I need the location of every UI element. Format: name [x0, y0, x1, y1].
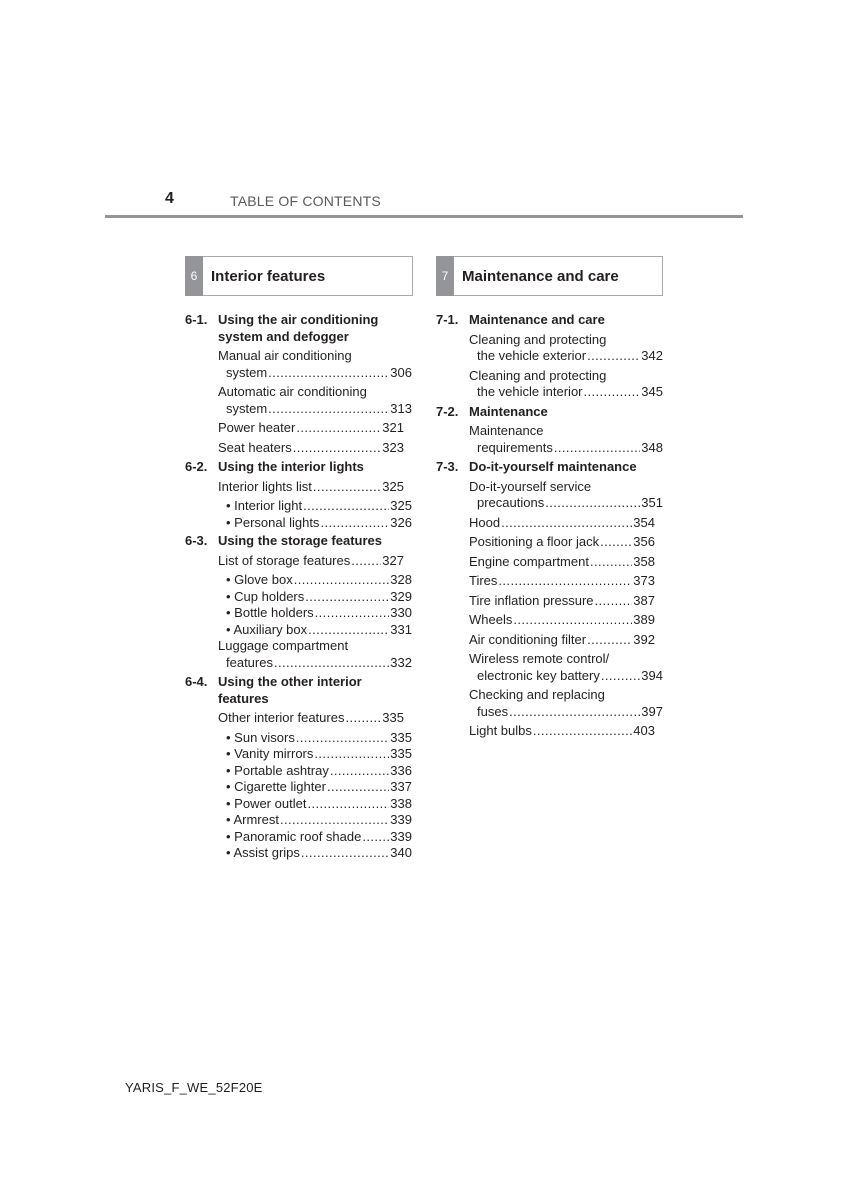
- toc-section: [436, 404, 663, 457]
- chapter-number: 7: [436, 256, 454, 296]
- entry-leader-line: [469, 668, 663, 685]
- entry-text-line: Checking and replacing: [469, 687, 605, 702]
- page-reference: 337: [390, 779, 412, 794]
- page-reference: 331: [390, 621, 412, 637]
- section-number: 7-3.: [436, 459, 459, 474]
- entry-label: • Glove box: [226, 572, 293, 587]
- toc-entry[interactable]: [185, 812, 413, 829]
- dot-leader: [533, 723, 632, 740]
- entry-label: precautions: [477, 495, 545, 510]
- dot-leader: [351, 553, 381, 570]
- dot-leader: [301, 845, 389, 862]
- page-header: [0, 0, 848, 220]
- entry-leader-line: [469, 495, 663, 512]
- entry-label: system: [226, 400, 268, 416]
- page-reference: 329: [390, 588, 412, 604]
- chapter-heading-box: [436, 256, 663, 296]
- toc-entry[interactable]: [436, 534, 663, 551]
- dot-leader: [314, 746, 389, 763]
- chapter-heading-box: [185, 256, 413, 296]
- entry-leader-line: [469, 440, 663, 457]
- page-reference: 394: [641, 667, 663, 683]
- dot-leader: [280, 812, 389, 829]
- entry-label: electronic key battery: [477, 667, 600, 683]
- entry-leader-line: [218, 746, 412, 763]
- entry-label: Interior lights list: [218, 478, 312, 494]
- entry-label: Positioning a floor jack: [469, 534, 600, 549]
- section-number: 6-3.: [185, 533, 208, 548]
- page-reference: 325: [390, 498, 412, 513]
- toc-entry[interactable]: [185, 829, 413, 846]
- entry-text-line: Maintenance: [469, 423, 544, 438]
- entry-leader-line: [218, 572, 412, 589]
- dot-leader: [513, 612, 632, 629]
- entry-leader-line: [218, 710, 404, 727]
- entry-label: • Power outlet: [226, 795, 307, 811]
- toc-entry[interactable]: [185, 622, 413, 639]
- entry-label: Air conditioning filter: [469, 631, 587, 647]
- entry-leader-line: [218, 845, 412, 862]
- dot-leader: [330, 763, 389, 780]
- dot-leader: [296, 730, 389, 747]
- entry-leader-line: [218, 401, 412, 418]
- dot-leader: [313, 479, 381, 496]
- entry-label: • Bottle holders: [226, 605, 314, 620]
- entry-leader-line: [469, 384, 663, 401]
- toc-entry[interactable]: [436, 612, 663, 629]
- entry-label: the vehicle exterior: [477, 348, 587, 363]
- header-divider: [105, 215, 743, 218]
- page-reference: 306: [390, 364, 412, 380]
- page-reference: 348: [641, 439, 663, 455]
- section-title-line: Using the other interior: [218, 674, 362, 689]
- page-reference: 373: [633, 573, 655, 588]
- entry-label: • Armrest: [226, 812, 279, 827]
- section-number: 6-4.: [185, 674, 208, 689]
- toc-entry[interactable]: [436, 723, 663, 740]
- toc-entry[interactable]: [436, 651, 663, 684]
- entry-label: • Assist grips: [226, 845, 300, 860]
- page-reference: 335: [382, 710, 404, 725]
- toc-entry[interactable]: [185, 498, 413, 515]
- page-reference: 328: [390, 572, 412, 587]
- dot-leader: [268, 401, 389, 418]
- entry-label: • Cigarette lighter: [226, 779, 326, 794]
- page-reference: 332: [390, 654, 412, 670]
- section-title-line: Using the storage features: [218, 533, 382, 548]
- toc-entry[interactable]: [436, 423, 663, 456]
- section-heading: [436, 312, 663, 329]
- entry-leader-line: [469, 573, 655, 590]
- page-reference: 387: [633, 592, 655, 608]
- entry-label: Tires: [469, 573, 498, 588]
- entry-leader-line: [469, 704, 663, 721]
- entry-leader-line: [218, 498, 412, 515]
- page-reference: 330: [390, 605, 412, 620]
- entry-label: requirements: [477, 439, 553, 455]
- dot-leader: [600, 534, 632, 551]
- entry-leader-line: [469, 534, 655, 551]
- entry-text-line: Do-it-yourself service: [469, 478, 592, 494]
- dot-leader: [345, 710, 381, 727]
- dot-leader: [327, 779, 389, 796]
- toc-entry[interactable]: [185, 420, 413, 437]
- page-reference: 397: [641, 703, 663, 719]
- toc-entry[interactable]: [185, 605, 413, 622]
- section-list: [185, 312, 413, 862]
- entry-label: • Portable ashtray: [226, 762, 329, 778]
- section-heading: [185, 312, 413, 345]
- entry-leader-line: [218, 440, 404, 457]
- entry-label: • Cup holders: [226, 588, 305, 604]
- section-title-line: Maintenance: [469, 403, 548, 419]
- page-reference: 335: [390, 746, 412, 761]
- page-reference: 403: [633, 723, 655, 738]
- entry-leader-line: [469, 632, 655, 649]
- page-reference: 325: [382, 478, 404, 494]
- entry-label: • Auxiliary box: [226, 621, 308, 637]
- toc-entry[interactable]: [185, 440, 413, 457]
- page-reference: 336: [390, 762, 412, 778]
- entry-label: system: [226, 364, 268, 380]
- entry-leader-line: [218, 605, 412, 622]
- section-heading: [185, 674, 413, 707]
- entry-label: Other interior features: [218, 710, 345, 725]
- toc-entry[interactable]: [185, 638, 413, 671]
- toc-entry[interactable]: [436, 368, 663, 401]
- chapter-7-column: [436, 256, 663, 743]
- section-title-line: Maintenance and care: [469, 312, 605, 327]
- toc-entry[interactable]: [185, 746, 413, 763]
- entry-leader-line: [218, 553, 404, 570]
- toc-entry[interactable]: [436, 515, 663, 532]
- entry-label: • Interior light: [226, 498, 303, 513]
- page-reference: 392: [633, 631, 655, 647]
- page-reference: 356: [633, 534, 655, 549]
- entry-leader-line: [218, 796, 412, 813]
- entry-label: • Personal lights: [226, 514, 320, 530]
- page-reference: 313: [390, 400, 412, 416]
- dot-leader: [501, 515, 632, 532]
- chapter-title: Interior features: [211, 267, 326, 285]
- toc-entry[interactable]: [185, 553, 413, 570]
- dot-leader: [554, 440, 640, 457]
- entry-leader-line: [218, 730, 412, 747]
- toc-entry[interactable]: [185, 384, 413, 417]
- entry-leader-line: [469, 723, 655, 740]
- entry-leader-line: [218, 365, 412, 382]
- dot-leader: [296, 420, 381, 437]
- entry-label: Light bulbs: [469, 723, 532, 738]
- entry-leader-line: [218, 622, 412, 639]
- entry-leader-line: [469, 612, 655, 629]
- dot-leader: [362, 829, 389, 846]
- page-number: 4: [165, 190, 174, 207]
- dot-leader: [587, 632, 632, 649]
- toc-entry[interactable]: [436, 687, 663, 720]
- entry-text-line: Cleaning and protecting: [469, 331, 607, 347]
- dot-leader: [294, 572, 390, 589]
- entry-leader-line: [218, 479, 404, 496]
- entry-text-line: Automatic air conditioning: [218, 384, 367, 399]
- section-heading: [436, 459, 663, 476]
- toc-entry[interactable]: [185, 479, 413, 496]
- section-number: 6-2.: [185, 459, 208, 474]
- section-title-line: system and defogger: [218, 328, 349, 344]
- toc-entry[interactable]: [185, 572, 413, 589]
- toc-entry[interactable]: [185, 845, 413, 862]
- page-reference: 339: [390, 828, 412, 844]
- toc-section: [436, 459, 663, 740]
- dot-leader: [587, 348, 640, 365]
- section-heading: [185, 533, 413, 550]
- header-title: TABLE OF CONTENTS: [230, 193, 381, 209]
- entry-label: fuses: [477, 703, 509, 719]
- dot-leader: [601, 668, 640, 685]
- page-reference: 323: [382, 439, 404, 455]
- dot-leader: [315, 605, 390, 622]
- entry-leader-line: [218, 515, 412, 532]
- entry-leader-line: [218, 779, 412, 796]
- page-reference: 327: [382, 552, 404, 568]
- toc-entry[interactable]: [185, 589, 413, 606]
- entry-leader-line: [218, 763, 412, 780]
- section-title-line: Do-it-yourself maintenance: [469, 459, 637, 474]
- toc-section: [436, 312, 663, 401]
- toc-section: [185, 674, 413, 862]
- dot-leader: [545, 495, 640, 512]
- toc-section: [185, 459, 413, 531]
- entry-label: the vehicle interior: [477, 384, 583, 399]
- dot-leader: [498, 573, 632, 590]
- toc-entry[interactable]: [185, 779, 413, 796]
- dot-leader: [509, 704, 640, 721]
- document-code: YARIS_F_WE_52F20E: [125, 1080, 263, 1095]
- dot-leader: [584, 384, 641, 401]
- entry-label: Seat heaters: [218, 439, 292, 455]
- toc-entry[interactable]: [436, 554, 663, 571]
- page-reference: 339: [390, 812, 412, 827]
- page-reference: 335: [390, 729, 412, 745]
- section-heading: [436, 404, 663, 421]
- section-title-line: Using the interior lights: [218, 459, 364, 474]
- page-reference: 389: [633, 612, 655, 627]
- toc-entry[interactable]: [436, 479, 663, 512]
- entry-label: Wheels: [469, 612, 513, 627]
- toc-entry[interactable]: [436, 593, 663, 610]
- section-list: [436, 312, 663, 740]
- toc-entry[interactable]: [185, 763, 413, 780]
- section-number: 6-1.: [185, 312, 208, 327]
- entry-label: • Panoramic roof shade: [226, 828, 362, 844]
- chapter-6-column: [185, 256, 413, 864]
- section-title-line: Using the air conditioning: [218, 312, 379, 327]
- entry-label: features: [226, 654, 273, 670]
- toc-entry[interactable]: [436, 332, 663, 365]
- section-title-line: features: [218, 690, 269, 706]
- toc-entry[interactable]: [436, 573, 663, 590]
- entry-label: Engine compartment: [469, 553, 589, 569]
- dot-leader: [305, 589, 389, 606]
- entry-leader-line: [469, 348, 663, 365]
- section-number: 7-1.: [436, 312, 459, 327]
- section-heading: [185, 459, 413, 476]
- toc-entry[interactable]: [185, 348, 413, 381]
- entry-label: • Vanity mirrors: [226, 746, 314, 761]
- entry-label: Tire inflation pressure: [469, 592, 594, 608]
- toc-section: [185, 533, 413, 671]
- entry-leader-line: [218, 420, 404, 437]
- entry-leader-line: [218, 812, 412, 829]
- entry-label: • Sun visors: [226, 729, 295, 745]
- entry-text-line: Manual air conditioning: [218, 348, 352, 363]
- dot-leader: [293, 440, 382, 457]
- dot-leader: [274, 655, 389, 672]
- dot-leader: [268, 365, 389, 382]
- dot-leader: [590, 554, 632, 571]
- toc-entry[interactable]: [436, 632, 663, 649]
- page-reference: 321: [382, 420, 404, 435]
- entry-leader-line: [469, 593, 655, 610]
- dot-leader: [320, 515, 389, 532]
- entry-label: Power heater: [218, 420, 296, 435]
- dot-leader: [595, 593, 633, 610]
- entry-label: Hood: [469, 514, 501, 530]
- entry-leader-line: [218, 655, 412, 672]
- toc-entry[interactable]: [185, 730, 413, 747]
- toc-entry[interactable]: [185, 515, 413, 532]
- dot-leader: [303, 498, 389, 515]
- entry-leader-line: [469, 554, 655, 571]
- dot-leader: [307, 796, 389, 813]
- page-reference: 338: [390, 795, 412, 811]
- page-reference: 354: [633, 514, 655, 530]
- page-reference: 340: [390, 845, 412, 860]
- entry-leader-line: [469, 515, 655, 532]
- toc-entry[interactable]: [185, 796, 413, 813]
- chapter-title: Maintenance and care: [462, 267, 619, 285]
- page-reference: 345: [641, 384, 663, 399]
- entry-leader-line: [218, 829, 412, 846]
- page-reference: 351: [641, 495, 663, 510]
- page-reference: 342: [641, 348, 663, 363]
- entry-text-line: Wireless remote control/: [469, 651, 610, 666]
- chapter-number: 6: [185, 256, 203, 296]
- entry-leader-line: [218, 589, 412, 606]
- page-reference: 326: [390, 514, 412, 530]
- page-reference: 358: [633, 553, 655, 569]
- toc-entry[interactable]: [185, 710, 413, 727]
- entry-label: List of storage features: [218, 552, 351, 568]
- section-number: 7-2.: [436, 403, 459, 419]
- toc-section: [185, 312, 413, 456]
- entry-text-line: Luggage compartment: [218, 638, 349, 653]
- dot-leader: [308, 622, 389, 639]
- entry-text-line: Cleaning and protecting: [469, 367, 607, 383]
